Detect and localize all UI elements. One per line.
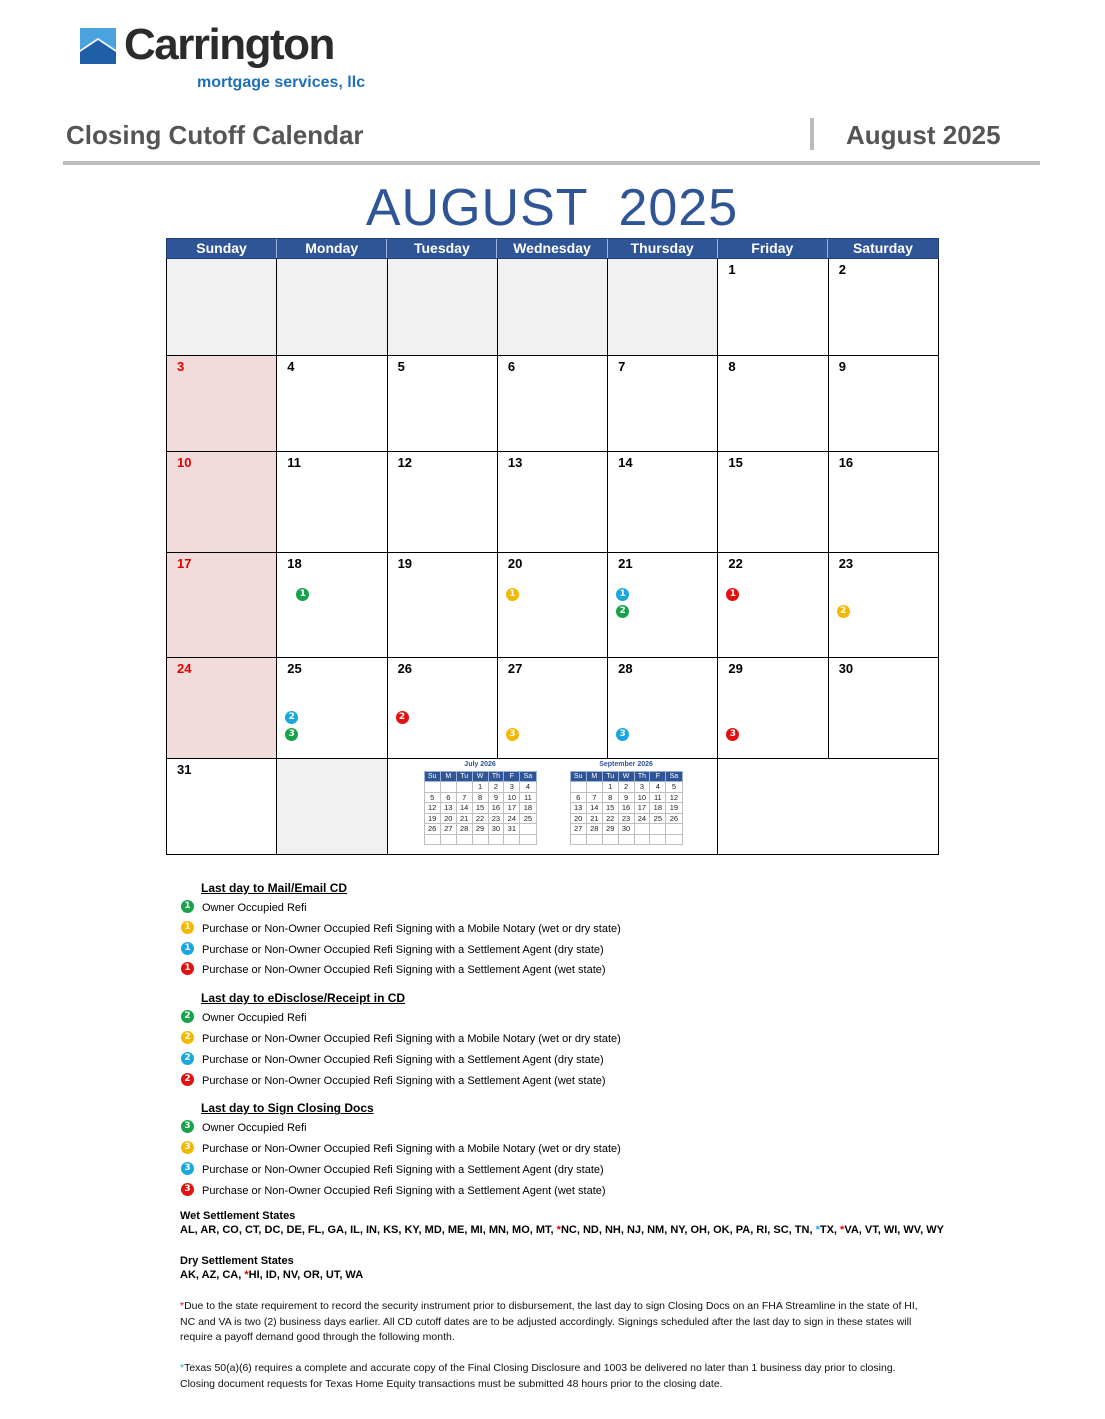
mini-weekday: W xyxy=(472,772,488,782)
legend-label: Purchase or Non-Owner Occupied Refi Signing with a Settlement Agent (dry state) xyxy=(202,943,604,956)
calendar-week xyxy=(166,658,939,759)
mini-weekday: M xyxy=(440,772,456,782)
sign-docs-wet-agent-marker: 3 xyxy=(726,728,739,741)
day-cell xyxy=(167,553,277,658)
logo-name: Carrington xyxy=(124,20,334,69)
mini-day: 28 xyxy=(586,824,602,835)
mini-day xyxy=(520,824,536,835)
day-number: 9 xyxy=(838,359,846,374)
mini-weekday: M xyxy=(586,772,602,782)
mini-weekday: Sa xyxy=(666,772,682,782)
day-cell xyxy=(829,259,939,356)
mini-day: 11 xyxy=(520,792,536,803)
mini-day: 22 xyxy=(602,813,618,824)
day-cell xyxy=(718,658,828,759)
green-number-icon: 1 xyxy=(181,900,194,913)
day-cell xyxy=(388,658,498,759)
mini-day: 3 xyxy=(634,782,650,793)
mini-day xyxy=(424,834,440,845)
mini-day xyxy=(666,834,682,845)
sign-docs-owner-refi-marker: 3 xyxy=(285,728,298,741)
day-cell xyxy=(829,452,939,553)
day-number: 6 xyxy=(507,359,516,374)
mini-day: 15 xyxy=(602,803,618,814)
legend xyxy=(180,880,970,1211)
mini-day xyxy=(586,782,602,793)
wet-states-heading: Wet Settlement States xyxy=(180,1210,296,1222)
day-number: 7 xyxy=(618,359,626,374)
day-number: 24 xyxy=(177,661,192,676)
mini-calendar-row xyxy=(570,824,682,835)
day-number: 13 xyxy=(507,455,523,470)
mini-day: 27 xyxy=(570,824,586,835)
calendar-grid xyxy=(166,259,939,855)
day-number: 31 xyxy=(177,762,192,777)
legend-heading: Last day to Mail/Email CD xyxy=(201,881,348,895)
fha-asterisk: * xyxy=(556,1224,561,1236)
mini-day: 20 xyxy=(570,813,586,824)
day-cell xyxy=(829,356,939,452)
mini-day xyxy=(520,834,536,845)
mini-day: 30 xyxy=(618,824,634,835)
fha-asterisk: * xyxy=(180,1300,185,1312)
red-number-icon: 2 xyxy=(181,1073,194,1086)
mini-day: 7 xyxy=(586,792,602,803)
fha-note-text: Due to the state requirement to record the security instrument prior to disbursement, the last day to sign Closing Docs on an FHA Streamline in the state of HI, NC and VA is two (2) business days earlier. All CD cutoff dates are to be adjusted accordingly. Signings scheduled after the last day to sign in these states will require a payoff demand good through the following month. xyxy=(180,1300,918,1343)
document-title: Closing Cutoff Calendar xyxy=(66,120,364,150)
day-cell xyxy=(498,356,608,452)
mini-day: 17 xyxy=(504,803,520,814)
mini-weekday: Th xyxy=(488,772,504,782)
mini-weekday: Tu xyxy=(602,772,618,782)
mini-calendar-title: July 2026 xyxy=(464,761,496,768)
sign-docs-mobile-notary-marker: 3 xyxy=(506,728,519,741)
day-cell xyxy=(277,553,387,658)
dry-states-heading: Dry Settlement States xyxy=(180,1255,294,1267)
empty-day-cell xyxy=(608,259,718,356)
mail-cd-wet-agent-marker: 1 xyxy=(726,588,739,601)
mini-day xyxy=(504,834,520,845)
day-number: 2 xyxy=(838,262,846,277)
day-number: 25 xyxy=(287,661,302,676)
mini-day: 25 xyxy=(650,813,666,824)
mini-calendar-row xyxy=(570,834,682,845)
mini-day: 14 xyxy=(586,803,602,814)
yellow-number-icon: 2 xyxy=(181,1031,194,1044)
day-cell xyxy=(277,452,387,553)
empty-day-cell xyxy=(167,259,277,356)
red-number-icon: 1 xyxy=(181,962,194,975)
mini-day: 11 xyxy=(650,792,666,803)
mini-weekday: W xyxy=(618,772,634,782)
day-number: 30 xyxy=(838,661,854,676)
mini-calendar-table xyxy=(424,771,537,845)
mini-day: 15 xyxy=(472,803,488,814)
mini-calendar-row xyxy=(424,792,536,803)
legend-label: Purchase or Non-Owner Occupied Refi Signing with a Settlement Agent (wet state) xyxy=(202,1074,606,1087)
day-cell xyxy=(167,759,277,855)
calendar-week xyxy=(166,356,939,452)
mini-day: 2 xyxy=(488,782,504,793)
day-cell xyxy=(608,452,718,553)
mini-day xyxy=(634,824,650,835)
legend-label: Owner Occupied Refi xyxy=(202,1122,307,1135)
mini-day: 16 xyxy=(618,803,634,814)
mail-cd-dry-agent-marker: 1 xyxy=(616,588,629,601)
mini-day xyxy=(618,834,634,845)
day-cell xyxy=(388,452,498,553)
empty-trailing-cell xyxy=(718,759,939,855)
mini-day xyxy=(440,782,456,793)
day-number: 4 xyxy=(287,359,295,374)
legend-label: Purchase or Non-Owner Occupied Refi Signing with a Settlement Agent (wet state) xyxy=(202,964,606,977)
mini-calendar-row xyxy=(424,803,536,814)
day-cell xyxy=(608,658,718,759)
mini-day: 8 xyxy=(602,792,618,803)
mini-day: 20 xyxy=(440,813,456,824)
day-cell xyxy=(277,658,387,759)
settlement-states xyxy=(180,1209,980,1283)
mini-day: 9 xyxy=(488,792,504,803)
legend-item xyxy=(180,942,970,963)
green-number-icon: 2 xyxy=(181,1010,194,1023)
fha-streamline-note xyxy=(180,1299,930,1346)
legend-item xyxy=(180,1183,970,1204)
mini-calendar-row xyxy=(570,792,682,803)
dry-states-list xyxy=(180,1268,980,1283)
roof-logo-icon xyxy=(80,28,116,64)
mini-calendar-september xyxy=(570,759,683,845)
legend-item xyxy=(180,1031,970,1052)
mini-day: 23 xyxy=(488,813,504,824)
edisclose-dry-agent-marker: 2 xyxy=(285,711,298,724)
mini-day xyxy=(456,834,472,845)
day-cell xyxy=(167,658,277,759)
day-cell xyxy=(498,452,608,553)
mini-weekday: F xyxy=(504,772,520,782)
day-cell xyxy=(498,553,608,658)
day-number: 10 xyxy=(177,455,192,470)
weekday-thursday: Thursday xyxy=(608,239,718,258)
wet-states-text: VA, VT, WI, WV, WY xyxy=(844,1224,944,1236)
texas-asterisk: * xyxy=(815,1224,820,1236)
legend-item xyxy=(180,1052,970,1073)
calendar-title: AUGUST 2025 xyxy=(365,179,739,237)
mini-day: 13 xyxy=(440,803,456,814)
mini-day: 1 xyxy=(472,782,488,793)
legend-item xyxy=(180,1010,970,1031)
mini-day xyxy=(650,834,666,845)
legend-item xyxy=(180,900,970,921)
day-number: 21 xyxy=(618,556,633,571)
mini-day: 7 xyxy=(456,792,472,803)
mini-day: 26 xyxy=(424,824,440,835)
legend-label: Purchase or Non-Owner Occupied Refi Signing with a Settlement Agent (dry state) xyxy=(202,1163,604,1176)
wet-states-list xyxy=(180,1223,980,1238)
mini-calendar-table xyxy=(570,771,683,845)
mini-day: 29 xyxy=(472,824,488,835)
day-number: 1 xyxy=(728,262,736,277)
mini-day: 6 xyxy=(570,792,586,803)
legend-label: Owner Occupied Refi xyxy=(202,902,307,914)
mini-day: 8 xyxy=(472,792,488,803)
mini-day: 27 xyxy=(440,824,456,835)
day-cell xyxy=(167,452,277,553)
mini-day xyxy=(666,824,682,835)
legend-item xyxy=(180,1141,970,1162)
day-number: 12 xyxy=(397,455,413,470)
mini-day xyxy=(602,834,618,845)
mini-weekday: F xyxy=(650,772,666,782)
day-number: 27 xyxy=(507,661,523,676)
blue-number-icon: 1 xyxy=(181,942,194,955)
legend-heading: Last day to Sign Closing Docs xyxy=(201,1101,374,1116)
mini-weekday: Tu xyxy=(456,772,472,782)
legend-heading: Last day to eDisclose/Receipt in CD xyxy=(201,991,406,1006)
mini-day: 12 xyxy=(666,792,682,803)
dry-states-text: AK, AZ, CA, xyxy=(180,1269,245,1281)
mini-day xyxy=(586,834,602,845)
day-cell xyxy=(718,452,828,553)
mini-calendar-title: September 2026 xyxy=(599,761,653,768)
legend-item xyxy=(180,1162,970,1183)
day-number: 8 xyxy=(728,359,736,374)
calendar-week xyxy=(166,553,939,658)
mini-day: 18 xyxy=(650,803,666,814)
day-number: 15 xyxy=(728,455,743,470)
day-number: 19 xyxy=(397,556,413,571)
day-number: 26 xyxy=(397,661,413,676)
empty-day-cell xyxy=(498,259,608,356)
mini-day: 10 xyxy=(634,792,650,803)
sign-docs-dry-agent-marker: 3 xyxy=(616,728,629,741)
day-number: 20 xyxy=(507,556,523,571)
empty-day-cell xyxy=(277,259,387,356)
empty-day-cell xyxy=(388,259,498,356)
mini-weekday: Su xyxy=(570,772,586,782)
legend-label: Purchase or Non-Owner Occupied Refi Signing with a Settlement Agent (wet state) xyxy=(202,1184,606,1197)
document-month: August 2025 xyxy=(846,120,1001,150)
day-number: 17 xyxy=(177,556,192,571)
mini-day: 16 xyxy=(488,803,504,814)
mini-day: 31 xyxy=(504,824,520,835)
mini-day: 22 xyxy=(472,813,488,824)
edisclose-mobile-notary-marker: 2 xyxy=(837,605,850,618)
day-number: 11 xyxy=(287,455,302,470)
mini-day: 6 xyxy=(440,792,456,803)
day-cell xyxy=(388,553,498,658)
texas-asterisk: * xyxy=(180,1362,185,1374)
day-number: 16 xyxy=(838,455,854,470)
weekday-saturday: Saturday xyxy=(852,240,913,256)
legend-group-edisclose xyxy=(180,990,970,1093)
day-cell xyxy=(829,658,939,759)
red-number-icon: 3 xyxy=(181,1183,194,1196)
mini-calendar-row xyxy=(570,782,682,793)
day-cell xyxy=(608,356,718,452)
mini-day xyxy=(634,834,650,845)
mini-day: 24 xyxy=(634,813,650,824)
mini-calendar-row xyxy=(424,834,536,845)
edisclose-wet-agent-marker: 2 xyxy=(396,711,409,724)
mini-day: 29 xyxy=(602,824,618,835)
edisclose-owner-refi-marker: 2 xyxy=(616,605,629,618)
mini-day: 21 xyxy=(586,813,602,824)
mini-day: 14 xyxy=(456,803,472,814)
day-cell xyxy=(718,553,828,658)
legend-label: Purchase or Non-Owner Occupied Refi Signing with a Settlement Agent (dry state) xyxy=(202,1053,604,1066)
wet-states-text: NC, ND, NH, NJ, NM, NY, OH, OK, PA, RI, SC, TN, xyxy=(560,1224,816,1236)
day-cell xyxy=(718,259,828,356)
blue-number-icon: 2 xyxy=(181,1052,194,1065)
texas-note-text: Texas 50(a)(6) requires a complete and accurate copy of the Final Closing Disclosure and 1003 be delivered no later than 1 business day prior to closing. Closing document requests for Texas Home Equity transactions must be submitted 48 hours prior to the closing date. xyxy=(180,1362,896,1390)
legend-label: Purchase or Non-Owner Occupied Refi Signing with a Mobile Notary (wet or dry state) xyxy=(202,1143,621,1156)
mini-day: 28 xyxy=(456,824,472,835)
weekday-monday: Monday xyxy=(277,239,387,258)
legend-item xyxy=(180,1120,970,1141)
mini-day xyxy=(456,782,472,793)
mini-day: 26 xyxy=(666,813,682,824)
mini-day: 4 xyxy=(520,782,536,793)
mini-calendar-body xyxy=(570,782,682,845)
mini-day xyxy=(472,834,488,845)
mini-day: 13 xyxy=(570,803,586,814)
day-cell xyxy=(498,658,608,759)
wet-states-text: TX, xyxy=(819,1224,841,1236)
mini-day: 9 xyxy=(618,792,634,803)
legend-item xyxy=(180,921,970,942)
mini-day xyxy=(570,782,586,793)
day-number: 29 xyxy=(728,661,743,676)
mini-day: 10 xyxy=(504,792,520,803)
legend-label: Owner Occupied Refi xyxy=(202,1012,307,1025)
weekday-wednesday: Wednesday xyxy=(497,239,607,258)
mini-day: 30 xyxy=(488,824,504,835)
legend-item xyxy=(180,962,970,983)
day-number: 3 xyxy=(177,359,185,374)
mini-day: 5 xyxy=(666,782,682,793)
mini-day: 23 xyxy=(618,813,634,824)
header-rule xyxy=(63,161,1040,165)
mini-day: 2 xyxy=(618,782,634,793)
legend-group-mail-cd xyxy=(180,880,970,983)
day-number: 22 xyxy=(728,556,743,571)
mini-day: 21 xyxy=(456,813,472,824)
mini-calendar-july xyxy=(424,759,537,845)
mini-day: 24 xyxy=(504,813,520,824)
day-cell xyxy=(829,553,939,658)
day-cell xyxy=(388,356,498,452)
mini-day xyxy=(424,782,440,793)
weekday-sunday: Sunday xyxy=(167,239,277,258)
weekday-friday: Friday xyxy=(718,239,828,258)
logo-subtitle: mortgage services, llc xyxy=(197,74,366,91)
day-cell xyxy=(718,356,828,452)
day-cell xyxy=(167,356,277,452)
texas-note xyxy=(180,1361,930,1392)
fha-asterisk: * xyxy=(840,1224,845,1236)
mini-day: 4 xyxy=(650,782,666,793)
header-divider xyxy=(810,118,814,150)
mini-calendar-body xyxy=(424,782,536,845)
empty-day-cell xyxy=(277,759,387,855)
yellow-number-icon: 1 xyxy=(181,921,194,934)
calendar-week xyxy=(166,759,939,855)
day-number: 5 xyxy=(397,359,405,374)
mini-day xyxy=(570,834,586,845)
legend-label: Purchase or Non-Owner Occupied Refi Signing with a Mobile Notary (wet or dry state) xyxy=(202,1032,621,1045)
mini-day xyxy=(440,834,456,845)
blue-number-icon: 3 xyxy=(181,1162,194,1175)
mini-day: 17 xyxy=(634,803,650,814)
calendar-week xyxy=(166,259,939,356)
mini-day: 5 xyxy=(424,792,440,803)
day-number: 23 xyxy=(838,556,854,571)
day-number: 28 xyxy=(618,661,633,676)
wet-states-text: AL, AR, CO, CT, DC, DE, FL, GA, IL, IN, KS, KY, MD, ME, MI, MN, MO, MT, xyxy=(180,1224,557,1236)
mini-day xyxy=(488,834,504,845)
mini-weekday: Sa xyxy=(520,772,536,782)
mini-calendar-row xyxy=(424,782,536,793)
mini-calendar-row xyxy=(424,813,536,824)
mini-calendars-cell xyxy=(388,759,719,855)
day-number: 14 xyxy=(618,455,633,470)
mini-calendar-row xyxy=(570,803,682,814)
company-logo xyxy=(80,20,400,98)
fha-asterisk: * xyxy=(244,1269,249,1281)
mini-day: 3 xyxy=(504,782,520,793)
dry-states-text: HI, ID, NV, OR, UT, WA xyxy=(248,1269,364,1281)
weekday-header xyxy=(166,238,939,259)
day-cell xyxy=(608,553,718,658)
mini-calendar-row xyxy=(424,824,536,835)
mini-day: 1 xyxy=(602,782,618,793)
legend-label: Purchase or Non-Owner Occupied Refi Signing with a Mobile Notary (wet or dry state) xyxy=(202,922,621,935)
day-cell xyxy=(277,356,387,452)
green-number-icon: 3 xyxy=(181,1120,194,1133)
mini-day: 12 xyxy=(424,803,440,814)
mini-day: 25 xyxy=(520,813,536,824)
mini-day: 18 xyxy=(520,803,536,814)
legend-item xyxy=(180,1073,970,1094)
day-number: 18 xyxy=(287,556,302,571)
weekday-tuesday: Tuesday xyxy=(387,239,497,258)
mail-cd-mobile-notary-marker: 1 xyxy=(506,588,519,601)
mini-day: 19 xyxy=(424,813,440,824)
mini-weekday: Su xyxy=(424,772,440,782)
mini-weekday: Th xyxy=(634,772,650,782)
calendar-week xyxy=(166,452,939,553)
mini-day xyxy=(650,824,666,835)
mail-cd-owner-refi-marker: 1 xyxy=(296,588,309,601)
mini-calendar-row xyxy=(570,813,682,824)
legend-group-sign-docs xyxy=(180,1100,970,1203)
mini-day: 19 xyxy=(666,803,682,814)
yellow-number-icon: 3 xyxy=(181,1141,194,1154)
